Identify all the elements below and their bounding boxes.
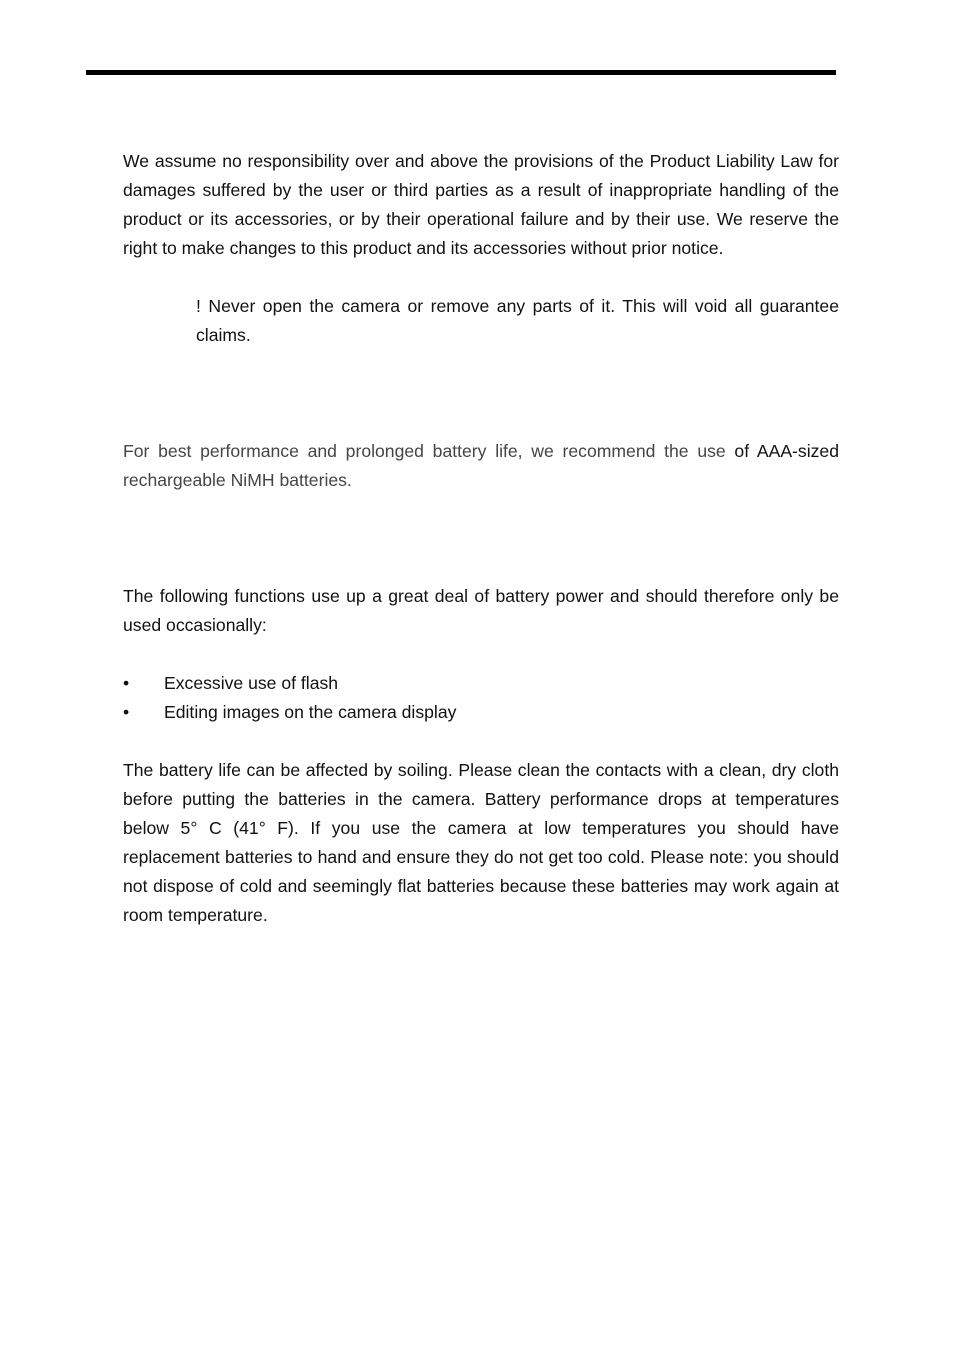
spacer (123, 350, 839, 437)
power-usage-intro: The following functions use up a great deal of battery power and should therefore only be used occasionally: (123, 586, 839, 635)
spacer (123, 727, 839, 756)
bullet-glyph: • (123, 702, 130, 722)
battery-life-paragraph: The battery life can be affected by soiling. Please clean the contacts with a clean, dry cloth before putting the batteries in the camera. Battery performance drops at temperatures below 5° C (41° F). If you use the camera at low temperatures you should have replacement batteries to hand and ensure they do not get too cold. Please note: you should not dispose of cold and seemingly flat batteries because these batteries may work again at room temperature. (123, 760, 839, 925)
list-item-text: Excessive use of flash (164, 673, 339, 693)
battery-recommendation-text-3: rechargeable NiMH batteries. (123, 470, 352, 490)
bullet-glyph: • (123, 673, 130, 693)
document-body (123, 147, 839, 930)
spacer (123, 640, 839, 669)
power-usage-list (123, 669, 839, 727)
battery-recommendation-text-2: of AAA-sized (734, 441, 839, 461)
warning-paragraph: ! Never open the camera or remove any parts of it. This will void all guarantee claims. (196, 296, 839, 345)
list-item (123, 698, 839, 727)
spacer (123, 495, 839, 582)
battery-recommendation-paragraph (123, 437, 839, 495)
header-rule (86, 70, 836, 75)
list-item (123, 669, 839, 698)
list-item-text: Editing images on the camera display (164, 702, 457, 722)
liability-paragraph: We assume no responsibility over and above the provisions of the Product Liability Law for damages suffered by the user or third parties as a result of inappropriate handling of the product or its accessories, or by their operational failure and by their use. We reserve the right to make changes to this product and its accessories without prior notice. (123, 151, 839, 258)
spacer (123, 263, 839, 292)
battery-recommendation-text-1: For best performance and prolonged battery life, we recommend the use (123, 441, 735, 461)
